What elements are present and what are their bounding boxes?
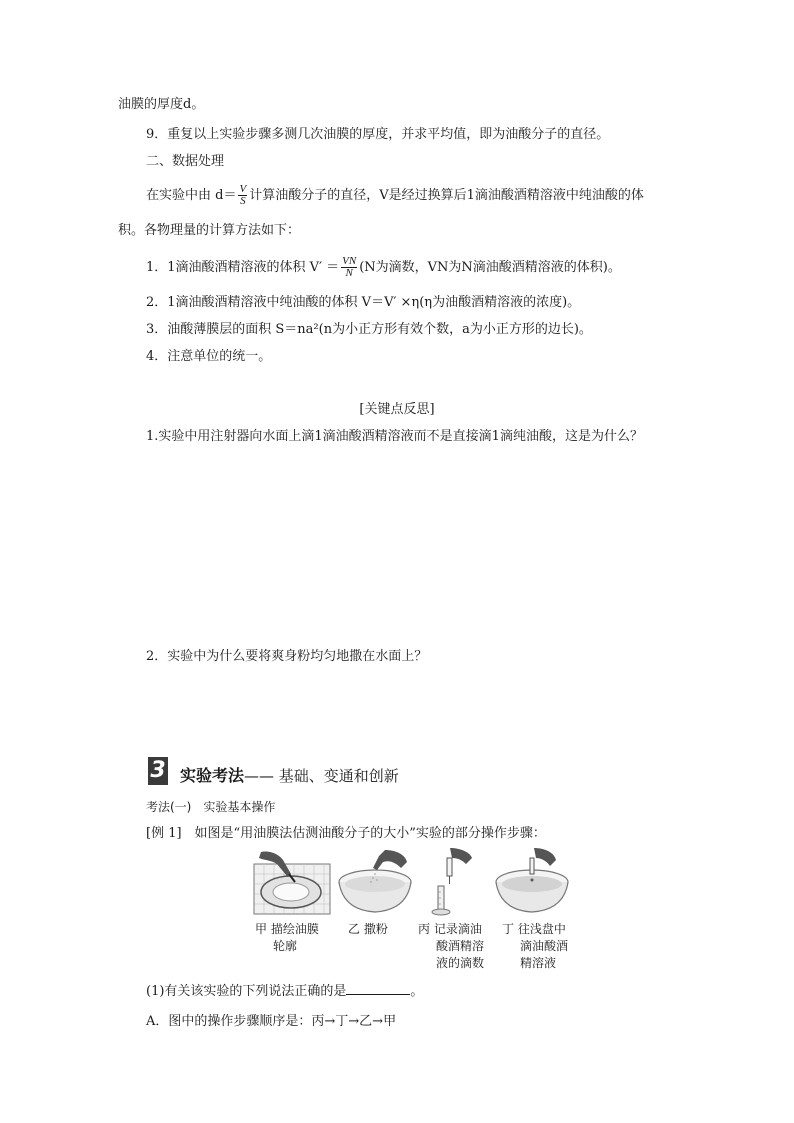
- step-9: 9．重复以上实验步骤多测几次油膜的厚度，并求平均值，即为油酸分子的直径。: [146, 127, 610, 142]
- text-line-5: 积。各物理量的计算方法如下：: [118, 223, 301, 238]
- caption-figure-3: 丙 记录滴油 酸酒精溶 液的滴数: [418, 922, 485, 970]
- sub-question-1: (1)有关该实验的下列说法正确的是 。: [146, 984, 424, 999]
- section-title: 实验考法—— 基础、变通和创新: [180, 766, 399, 785]
- figure-drop-into-tray: [492, 848, 572, 916]
- question-1: 1.实验中用注射器向水面上滴1滴油酸酒精溶液而不是直接滴1滴纯油酸，这是为什么？: [146, 429, 643, 444]
- key-points-heading: [关键点反思]: [359, 402, 435, 417]
- option-a: A．图中的操作步骤顺序是：丙→丁→乙→甲: [146, 1014, 397, 1029]
- answer-blank[interactable]: [346, 982, 410, 995]
- caption-figure-1: 甲 描绘油膜 轮廓: [255, 922, 319, 953]
- calc-2: 2．1滴油酸酒精溶液中纯油酸的体积 V＝V′ ×η(η为油酸酒精溶液的浓度)。: [146, 295, 581, 310]
- question-2: 2．实验中为什么要将爽身粉均匀地撒在水面上？: [146, 649, 428, 664]
- formula-line-diameter: 在实验中由 d＝ $\frac{V}{S}$ 计算油酸分子的直径，V是经过换算后1滴油酸酒精溶液中纯油酸的体: [146, 183, 644, 207]
- section-number-badge: 3: [148, 757, 168, 785]
- calc-4: 4．注意单位的统一。: [146, 349, 272, 364]
- figure-count-drops: [420, 848, 480, 916]
- example-1: [例 1] 如图是“用油膜法估测油酸分子的大小”实验的部分操作步骤：: [146, 826, 546, 841]
- method-heading: 考法(一) 实验基本操作: [146, 800, 276, 814]
- text-line-1: 油膜的厚度d。: [118, 97, 205, 112]
- caption-figure-4: 丁 往浅盘中 滴油酸酒 精溶液: [502, 922, 569, 970]
- calc-1: 1．1滴油酸酒精溶液的体积 V′ ＝ $\frac{VN}{N}$ (N为滴数，VN为N滴油酸酒精溶液的体积)。: [146, 255, 621, 279]
- calc-3: 3．油酸薄膜层的面积 S＝na²(n为小正方形有效个数，a为小正方形的边长)。: [146, 322, 592, 337]
- caption-figure-2: 乙 撒粉: [348, 922, 388, 936]
- fraction-v-over-s: $\frac{V}{S}$: [239, 183, 247, 207]
- figure-trace-outline: [253, 848, 331, 916]
- fraction-vn-over-n: $\frac{VN}{N}$: [342, 255, 357, 279]
- section-data-processing: 二、数据处理: [146, 154, 225, 169]
- figure-sprinkle-powder: [335, 848, 415, 916]
